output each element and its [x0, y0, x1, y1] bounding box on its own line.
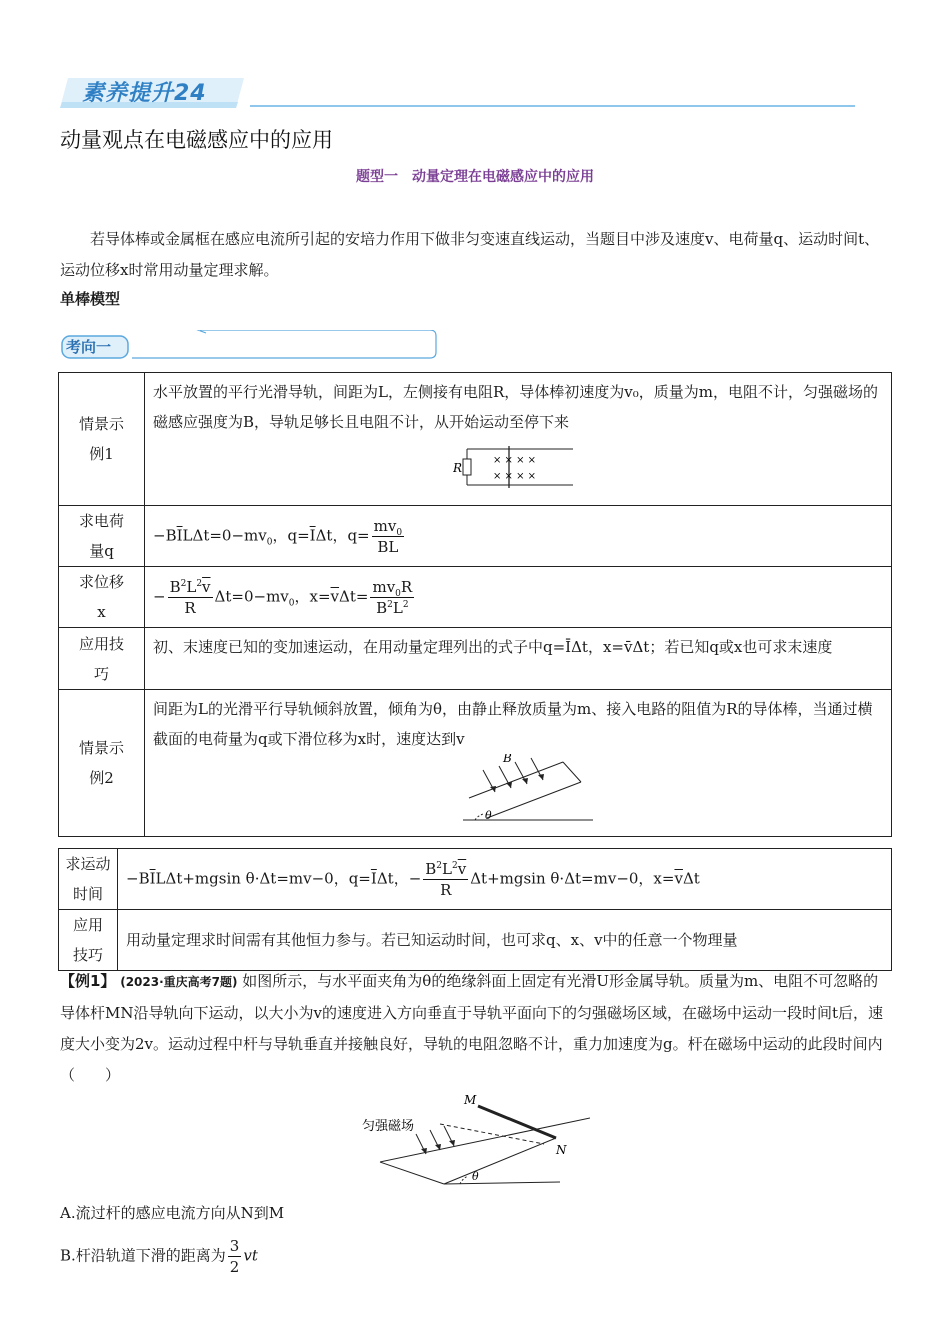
- header-divider: [250, 105, 855, 107]
- svg-text:N: N: [556, 1143, 567, 1157]
- model-table-1: [58, 372, 892, 837]
- svg-text:θ: θ: [472, 1170, 479, 1183]
- intro-paragraph: 若导体棒或金属框在感应电流所引起的安培力作用下做非匀变速直线运动，当题目中涉及速度v、电荷量q、运动时间t、运动位移x时常用动量定理求解。: [60, 230, 880, 279]
- row-label: 应用技巧: [59, 628, 145, 690]
- example-figure: [360, 1088, 590, 1192]
- option-a: A.流过杆的感应电流方向从N到M: [60, 1204, 285, 1222]
- svg-text:× × × ×: × × × ×: [493, 471, 537, 482]
- magnetic-field-incline-figure: [360, 1088, 590, 1188]
- option-b-prefix: B.杆沿轨道下滑的距离为: [60, 1246, 226, 1265]
- example-1: [60, 966, 892, 1091]
- technique-text: 初、末速度已知的变加速运动，在用动量定理列出的式子中q=ĪΔt，x=v̄Δt；若已知q或x也可求末速度: [145, 628, 892, 690]
- incline-rail-figure: [443, 754, 593, 822]
- table-row: [59, 567, 892, 628]
- time-formula: $-B\overline{I}L\Delta t+mgsin$ θ·Δt=mv−0，$q=\overline{I}\Delta t$，− $\frac{B^2L^2\overline{v}}{R}$ Δt+mgsin θ·Δt=mv−0，$x=\overline{v}\Delta t$: [118, 849, 892, 910]
- badge-text: 素养提升24: [82, 81, 207, 106]
- kaoxiang-tab: [60, 330, 440, 362]
- option-b: B.杆沿轨道下滑的距离为 $\frac{3}{2}$ vt: [60, 1237, 258, 1276]
- model-table-2: [58, 848, 892, 971]
- section-title: 单棒模型: [60, 290, 121, 308]
- option-b-fraction: $\frac{3}{2}$: [229, 1237, 240, 1276]
- charge-formula: $-B\overline{I}L\Delta t=0-mv_0$，$q=\overline{I}\Delta t$，q= $\frac{mv_0}{BL}$: [145, 506, 892, 567]
- svg-text:B: B: [503, 754, 512, 765]
- row-label: 应用技巧: [59, 910, 118, 971]
- row-content: [145, 690, 892, 837]
- example-text: 如图所示，与水平面夹角为θ的绝缘斜面上固定有光滑U形金属导轨。质量为m、电阻不可忽略的导体杆MN沿导轨向下运动，以大小为v的速度进入方向垂直于导轨平面向下的匀强磁场区域，在磁场中运动一段时间t后，速度大小变为2v。运动过程中杆与导轨垂直并接触良好，导轨的电阻忽略不计，重力加速度为g。杆在磁场中运动的此段时间内（ ）: [60, 972, 883, 1084]
- field-label: 匀强磁场: [362, 1119, 415, 1134]
- table-row: [59, 690, 892, 837]
- scenario-2-text: 间距为L的光滑平行导轨倾斜放置，倾角为θ，由静止释放质量为m、接入电路的阻值为R的导体棒，当通过横截面的电荷量为q或下滑位移为x时，速度达到v: [153, 700, 873, 748]
- horizontal-rail-figure: [453, 443, 583, 491]
- displacement-formula: − $\frac{B^2L^2\overline{v}}{R}$ $\Delta t=0-mv_0$，$x=\overline{v}\Delta t=$ $\frac{mv_0R}{B^2L^2}$: [145, 567, 892, 628]
- scenario-1-text: 水平放置的平行光滑导轨，间距为L，左侧接有电阻R，导体棒初速度为v₀，质量为m，电阻不计，匀强磁场的磁感应强度为B，导轨足够长且电阻不计，从开始运动至停下来: [153, 383, 878, 431]
- example-source: (2023·重庆高考7题): [120, 975, 238, 989]
- svg-text:× × × ×: × × × ×: [493, 455, 537, 466]
- table-row: [59, 628, 892, 690]
- section-badge: [60, 70, 250, 112]
- technique-text-2: 用动量定理求时间需有其他恒力参与。若已知运动时间，也可求q、x、v中的任意一个物理量: [118, 910, 892, 971]
- row-content: [145, 373, 892, 506]
- example-tag: 【例1】: [60, 972, 116, 990]
- row-label: 情景示例1: [59, 373, 145, 506]
- page-title: 动量观点在电磁感应中的应用: [60, 128, 333, 152]
- topic-subtitle: 题型一 动量定理在电磁感应中的应用: [356, 169, 594, 185]
- table-row: [59, 373, 892, 506]
- svg-text:R: R: [453, 461, 463, 475]
- row-label: 求运动时间: [59, 849, 118, 910]
- row-label: 求电荷量q: [59, 506, 145, 567]
- table-row: [59, 910, 892, 971]
- table-row: [59, 849, 892, 910]
- kaoxiang-label: 考向一: [66, 338, 112, 356]
- svg-text:M: M: [464, 1093, 477, 1107]
- row-label: 情景示例2: [59, 690, 145, 837]
- svg-text:θ: θ: [485, 809, 492, 822]
- table-row: [59, 506, 892, 567]
- kaoxiang-frame: [60, 330, 440, 362]
- row-label: 求位移x: [59, 567, 145, 628]
